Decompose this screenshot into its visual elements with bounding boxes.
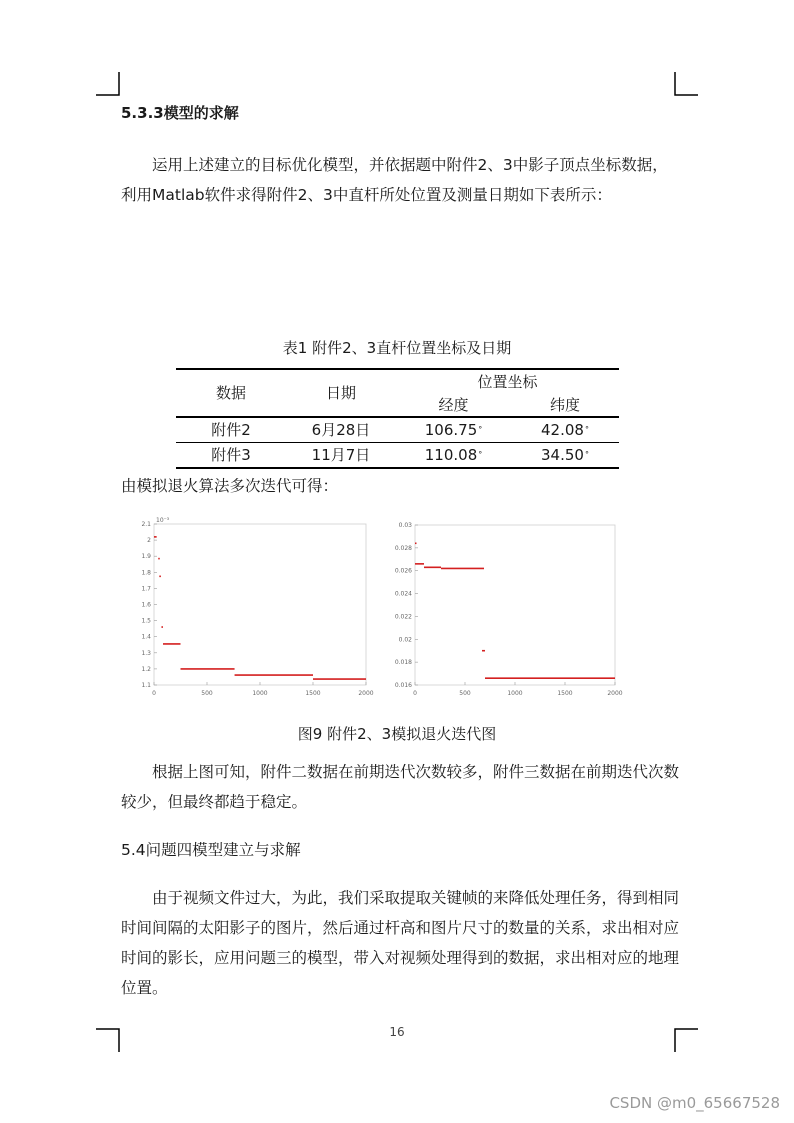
chart1-xtick-label: 1000 (252, 690, 268, 697)
chart1-exponent-label: 10⁻³ (156, 517, 170, 524)
chart2-ytick-label: 0.018 (394, 659, 412, 667)
chart2-ytick-label: 0.03 (398, 522, 412, 529)
chart1-ytick-label: 1.9 (141, 553, 151, 561)
chart1-ytick-label: 1.6 (141, 601, 151, 609)
chart2-ytick-label: 0.024 (394, 590, 412, 598)
cell-data: 附件3 (176, 443, 286, 469)
header-position: 位置坐标 (396, 369, 619, 393)
paragraph-analysis: 根据上图可知，附件二数据在前期迭代次数较多，附件三数据在前期迭代次数较少，但最终都趋于稳定。 (121, 763, 680, 811)
chart2-ytick-label: 0.022 (394, 613, 412, 621)
table-row (176, 417, 619, 443)
cell-date: 6月28日 (286, 417, 396, 443)
cell-latitude (511, 417, 619, 443)
cell-latitude (511, 443, 619, 469)
chart1-group (141, 517, 373, 697)
annealing-charts (135, 510, 625, 710)
section-heading-5-4: 5.4问题四模型建立与求解 (121, 841, 301, 859)
degree-mark: ° (584, 425, 589, 435)
paragraph-annealing: 由模拟退火算法多次迭代可得： (121, 477, 339, 495)
chart2-xtick-label: 2000 (607, 690, 623, 697)
chart2-xtick-label: 0 (413, 690, 417, 697)
chart1-ytick-label: 1.4 (141, 633, 151, 641)
chart1-ytick-label: 2 (147, 537, 151, 545)
chart1-xtick-label: 500 (201, 690, 213, 697)
section-heading: 5.3.3模型的求解 (121, 104, 239, 122)
table-row (176, 443, 619, 469)
chart2-xtick-label: 1500 (557, 690, 573, 697)
chart2-ytick-label: 0.026 (394, 567, 412, 575)
chart1-xtick-label: 2000 (358, 690, 374, 697)
coordinates-table (176, 368, 619, 469)
chart2-group (395, 522, 623, 697)
degree-mark: ° (478, 425, 483, 435)
chart1-ytick-label: 1.3 (141, 649, 151, 657)
paragraph-intro: 运用上述建立的目标优化模型，并依据题中附件2、3中影子顶点坐标数据，利用Matlab软件求得附件2、3中直杆所处位置及测量日期如下表所示： (121, 156, 668, 204)
chart1-ytick-label: 2.1 (141, 521, 151, 528)
chart1-ytick-label: 1.7 (141, 585, 151, 593)
csdn-watermark: CSDN @m0_65667528 (609, 1094, 780, 1112)
chart2-xtick-label: 500 (459, 690, 471, 697)
cell-date: 11月7日 (286, 443, 396, 469)
corner-mark-top-left (96, 72, 120, 96)
table-caption: 表1 附件2、3直杆位置坐标及日期 (282, 339, 512, 357)
corner-mark-top-right (674, 72, 698, 96)
degree-mark: ° (478, 450, 483, 460)
cell-data: 附件2 (176, 417, 286, 443)
cell-latitude-value: 42.08 (541, 420, 584, 439)
chart2-frame (415, 525, 615, 685)
chart2-ytick-label: 0.016 (394, 682, 412, 689)
cell-longitude (396, 417, 511, 443)
chart2-ytick-label: 0.02 (398, 636, 412, 644)
degree-mark: ° (584, 450, 589, 460)
page-number: 16 (389, 1025, 405, 1039)
figure-caption: 图9 附件2、3模拟退火迭代图 (297, 725, 497, 743)
cell-latitude-value: 34.50 (541, 445, 584, 464)
chart1-xtick-label: 1500 (305, 690, 321, 697)
chart2-ytick-label: 0.028 (394, 544, 412, 552)
header-longitude: 经度 (438, 395, 469, 414)
header-latitude: 纬度 (549, 395, 580, 414)
cell-longitude-value: 110.08 (424, 445, 478, 464)
chart1-ytick-label: 1.1 (141, 682, 151, 689)
chart1-frame (154, 524, 366, 685)
cell-longitude-value: 106.75 (424, 420, 478, 439)
chart1-ytick-label: 1.5 (141, 617, 151, 625)
header-data: 数据 (176, 369, 286, 417)
chart2-xtick-label: 1000 (507, 690, 523, 697)
chart1-ytick-label: 1.8 (141, 569, 151, 577)
header-date: 日期 (286, 369, 396, 417)
cell-longitude (396, 443, 511, 469)
chart1-xtick-label: 0 (152, 690, 156, 697)
paragraph-video: 由于视频文件过大，为此，我们采取提取关键帧的来降低处理任务，得到相同时间间隔的太阳影子的图片，然后通过杆高和图片尺寸的数量的关系，求出相对应时间的影长，应用问题三的模型，带入对视频处理得到的数据，求出相对应的地理位置。 (121, 889, 680, 997)
chart1-ytick-label: 1.2 (141, 665, 151, 673)
